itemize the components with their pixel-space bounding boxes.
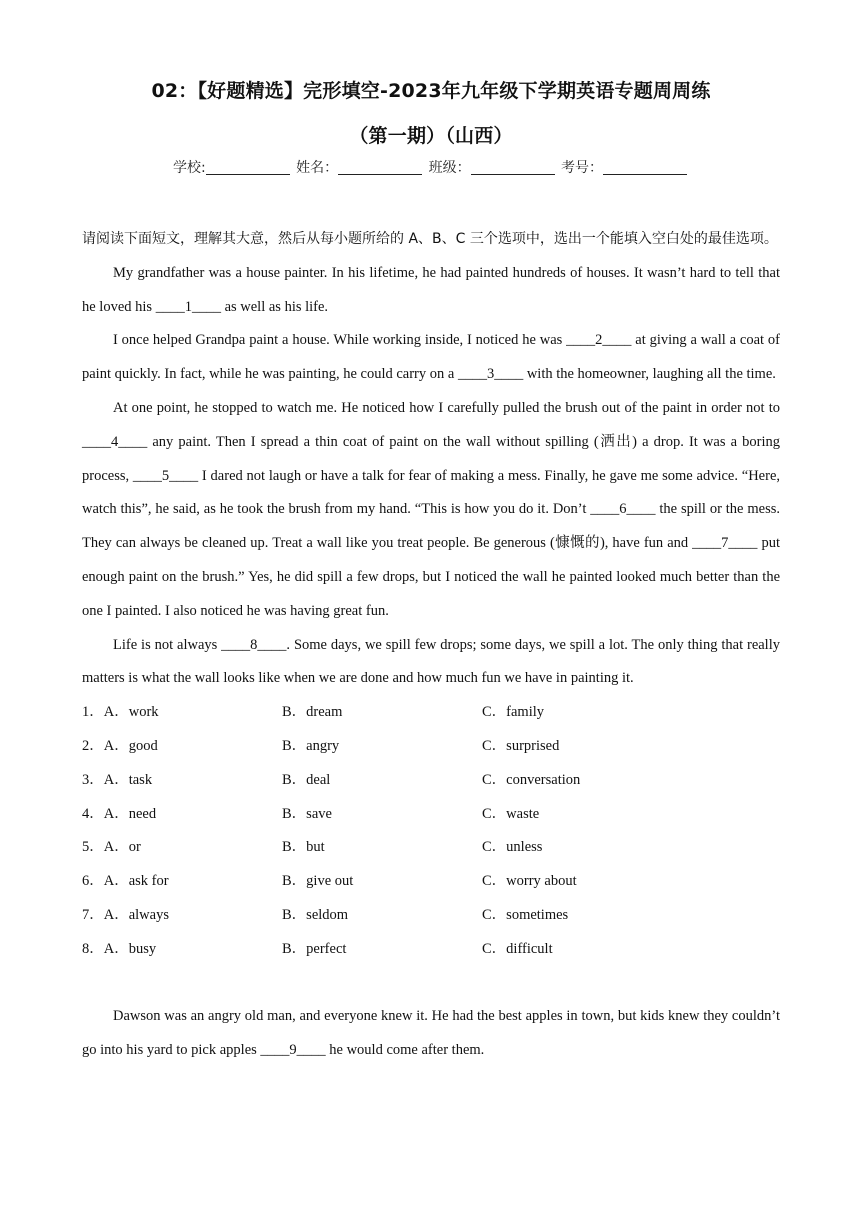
question-number: 6． bbox=[82, 873, 104, 890]
options-list bbox=[82, 696, 780, 966]
option-c: C．family bbox=[482, 704, 545, 721]
info-label-school: 学校: bbox=[172, 160, 206, 176]
option-c: C．waste bbox=[482, 805, 540, 822]
option-a: A．or bbox=[103, 839, 141, 856]
option-a: A．ask for bbox=[103, 873, 169, 890]
question-row bbox=[82, 730, 780, 764]
option-c: C．worry about bbox=[482, 873, 577, 890]
option-b: B．but bbox=[282, 839, 325, 856]
student-info-line bbox=[82, 157, 780, 177]
question-row bbox=[82, 899, 780, 933]
option-a: A．busy bbox=[103, 940, 157, 957]
question-row bbox=[82, 696, 780, 730]
option-b: B．give out bbox=[282, 873, 354, 890]
option-b: B．seldom bbox=[282, 906, 349, 923]
option-c: C．sometimes bbox=[482, 906, 569, 923]
info-blank-exam-number[interactable] bbox=[603, 159, 687, 175]
info-label-exam-number: 考号： bbox=[561, 160, 604, 176]
question-row bbox=[82, 933, 780, 967]
page-title: 02：【好题精选】完形填空-2023年九年级下学期英语专题周周练 bbox=[151, 80, 711, 102]
instructions: 请阅读下面短文，理解其大意，然后从每小题所给的 A、B、C 三个选项中，选出一个能填入空白处的最佳选项。 bbox=[82, 231, 778, 247]
question-row bbox=[82, 831, 780, 865]
info-blank-school[interactable] bbox=[206, 159, 290, 175]
option-c: C．conversation bbox=[482, 771, 581, 788]
option-a: A．good bbox=[103, 737, 158, 754]
question-row bbox=[82, 764, 780, 798]
option-c: C．surprised bbox=[482, 737, 560, 754]
passage1-paragraph-1: My grandfather was a house painter. In his lifetime, he had painted hundreds of houses. It wasn’t hard to tell that he loved his ____1____ as well as his life. bbox=[82, 264, 780, 315]
option-b: B．perfect bbox=[282, 940, 347, 957]
passage1-paragraph-3: At one point, he stopped to watch me. He noticed how I carefully pulled the brush out of the paint in order not to ____4____ any paint. Then I spread a thin coat of paint on the wall without spilling (洒出) a drop. It was a boring process, ____5____ I dared not laugh or have a talk for fear of making a mess. Finally, he gave me some advice. “Here, watch this”, he said, as he took the brush from my hand. “This is how you do it. Don’t ____6____ the spill or the mess. They can always be cleaned up. Treat a wall like you treat people. Be generous (慷慨的), have fun and ____7____ put enough paint on the brush.” Yes, he did spill a few drops, but I noticed the wall he painted looked much better than the one I painted. I also noticed he was having great fun. bbox=[82, 399, 780, 619]
passage1-paragraph-2: I once helped Grandpa paint a house. While working inside, I noticed he was ____2____ at giving a wall a coat of paint quickly. In fact, while he was painting, he could carry on a ____3____ with the homeowner, laughing all the time. bbox=[82, 332, 780, 383]
question-row bbox=[82, 865, 780, 899]
question-number: 2． bbox=[82, 737, 104, 754]
info-blank-name[interactable] bbox=[338, 159, 422, 175]
question-number: 5． bbox=[82, 839, 104, 856]
passage1-paragraph-4: Life is not always ____8____. Some days, we spill few drops; some days, we spill a lot. The only thing that really matters is what the wall looks like when we are done and how much fun we have in painting it. bbox=[82, 636, 780, 687]
option-a: A．need bbox=[103, 805, 157, 822]
option-a: A．always bbox=[103, 906, 169, 923]
question-number: 4． bbox=[82, 805, 104, 822]
document-body bbox=[82, 223, 780, 1068]
info-blank-class[interactable] bbox=[471, 159, 555, 175]
question-number: 8． bbox=[82, 940, 104, 957]
option-b: B．angry bbox=[282, 737, 340, 754]
info-label-name: 姓名： bbox=[296, 160, 339, 176]
question-number: 7． bbox=[82, 906, 104, 923]
question-row bbox=[82, 798, 780, 832]
section-gap bbox=[82, 967, 780, 1001]
option-c: C．difficult bbox=[482, 940, 553, 957]
page-subtitle: （第一期）（山西） bbox=[349, 125, 513, 147]
info-label-class: 班级： bbox=[428, 160, 471, 176]
question-number: 3． bbox=[82, 771, 104, 788]
option-c: C．unless bbox=[482, 839, 543, 856]
option-b: B．save bbox=[282, 805, 332, 822]
option-b: B．deal bbox=[282, 771, 331, 788]
option-a: A．work bbox=[103, 704, 159, 721]
option-b: B．dream bbox=[282, 704, 343, 721]
option-a: A．task bbox=[103, 771, 153, 788]
passage2-paragraph-1: Dawson was an angry old man, and everyone knew it. He had the best apples in town, but kids knew they couldn’t go into his yard to pick apples ____9____ he would come after them. bbox=[82, 1008, 780, 1059]
question-number: 1． bbox=[82, 704, 104, 721]
